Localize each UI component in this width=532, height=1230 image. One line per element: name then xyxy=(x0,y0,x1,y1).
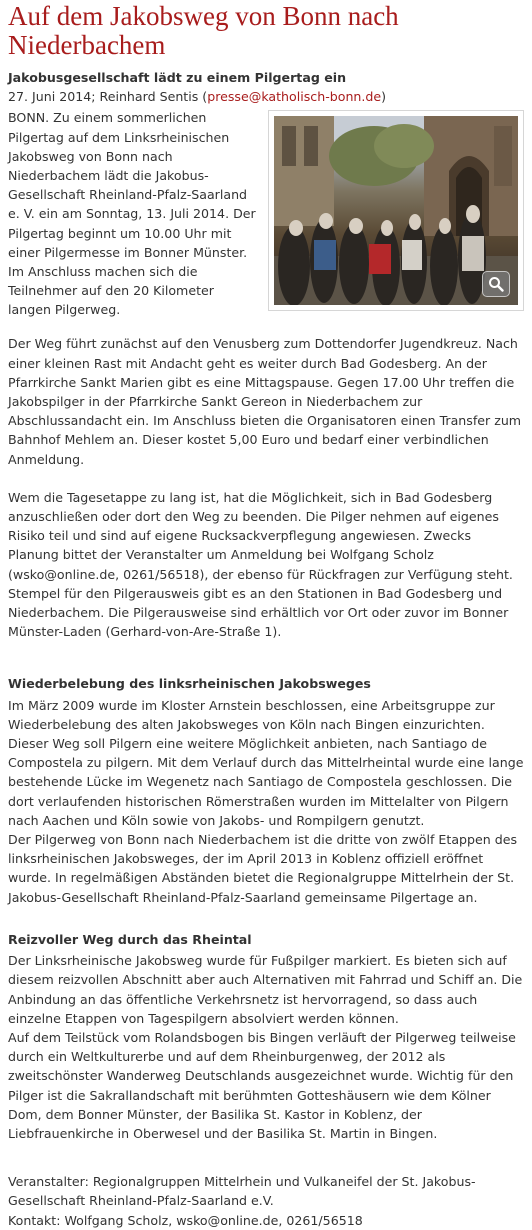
paragraph-sacred-landscape: Auf dem Teilstück vom Rolandsbogen bis Bingen verläuft der Pilgerweg teilweise durch ein Weltkulturerbe und auf dem Rheinburgenweg, der 2012 als zweitschönster Wanderweg Deutschlands ausgezeichnet wurde. Wichtig für den Pilger ist die Sakrallandschaft mit berühmten Gotteshäusern wie dem Kölner Dom, dem Bonner Münster, der Basilika St. Kastor in Koblenz, der Liebfrauenkirche in Oberwesel und der Basilika St. Martin in Bingen. xyxy=(8,1029,516,1141)
article-image[interactable] xyxy=(268,110,524,311)
intro-paragraph: BONN. Zu einem sommerlichen Pilgertag auf dem Linksrheinischen Jakobsweg von Bonn nach Niederbachem lädt die Jakobus-Gesellschaft Rheinland-Pfalz-Saarland e. V. ein am Sonntag, 13. Juli 2014. Der Pilgertag beginnt um 10.00 Uhr mit einer Pilgermesse im Bonner Münster. Im Anschluss machen sich die Teilnehmer auf den 20 Kilometer langen Pilgerweg. xyxy=(8,110,256,318)
article-meta xyxy=(8,87,524,106)
paragraph-registration: Wem die Tagesetappe zu lang ist, hat die Möglichkeit, sich in Bad Godesberg anzuschließen oder dort den Weg zu beenden. Die Pilger nehmen auf eigenes Risiko teil und sind auf eigene Rucksackverpflegung angewiesen. Zwecks Planung bittet der Veranstalter um Anmeldung bei Wolfgang Scholz (wsko@online.de, 0261/56518), der ebenso für Rückfragen zur Verfügung steht. Stempel für den Pilgerausweis gibt es an den Stationen in Bad Godesberg und Niederbachem. Die Pilgerausweise sind erhältlich vor Ort oder zuvor im Bonner Münster-Laden (Gerhard-von-Are-Straße 1). xyxy=(8,489,513,640)
meta-close-paren: ) xyxy=(381,89,387,105)
article-subtitle: Jakobusgesellschaft lädt zu einem Pilgertag ein xyxy=(8,70,347,85)
zoom-button[interactable] xyxy=(482,271,510,297)
heading-rheintal: Reizvoller Weg durch das Rheintal xyxy=(8,931,252,947)
paragraph-history: Im März 2009 wurde im Kloster Arnstein beschlossen, eine Arbeitsgruppe zur Wiederbelebung des alten Jakobsweges von Köln nach Bingen einzurichten. Dieser Weg soll Pilgern eine weitere Möglichkeit anbieten, nach Santiago de Compostela zu pilgern. Mit dem Verlauf durch das Mittelrheintal wurde eine lange bestehende Lücke im Wegenetz nach Santiago de Compostela geschlossen. Die dort verlaufenden historischen Römerstraßen wurden im Mittelalter von Pilgern nach Aachen und Köln sowie von Jakobs- und Rompilgern genutzt. xyxy=(8,697,524,828)
heading-wiederbelebung: Wiederbelebung des linksrheinischen Jakobsweges xyxy=(8,676,371,692)
footer-contact: Kontakt: Wolfgang Scholz, wsko@online.de, 0261/56518 xyxy=(8,1212,363,1228)
footer-organizer: Veranstalter: Regionalgruppen Mittelrhein und Vulkaneifel der St. Jakobus-Gesellschaft Rheinland-Pfalz-Saarland e.V. xyxy=(8,1174,476,1209)
press-email-link[interactable]: presse@katholisch-bonn.de xyxy=(207,89,382,105)
page-title: Auf dem Jakobsweg von Bonn nach Niederbachem xyxy=(8,1,399,60)
pilgrims-photo[interactable] xyxy=(274,116,518,305)
meta-date-author: 27. Juni 2014; Reinhard Sentis ( xyxy=(8,89,208,105)
intro-section xyxy=(8,108,524,321)
paragraph-marking: Der Linksrheinische Jakobsweg wurde für Fußpilger markiert. Es bieten sich auf diesem reizvollen Abschnitt aber auch Alternativen mit Fahrrad und Schiff an. Die Anbindung an das öffentliche Verkehrsnetz ist hervorragend, so dass auch einzelne Etappen von Tagespilgern absolviert werden können. xyxy=(8,953,523,1026)
paragraph-stage: Der Pilgerweg von Bonn nach Niederbachem ist die dritte von zwölf Etappen des linksrheinischen Jakobsweges, der im April 2013 in Koblenz offiziell eröffnet wurde. In regelmäßigen Abständen bietet die Regionalgruppe Mittelrhein der St. Jakobus-Gesellschaft Rheinland-Pfalz-Saarland gemeinsame Pilgertage an. xyxy=(8,832,518,905)
magnifier-icon xyxy=(488,276,504,292)
paragraph-route: Der Weg führt zunächst auf den Venusberg zum Dottendorfer Jugendkreuz. Nach einer kleinen Rast mit Andacht geht es weiter durch Bad Godesberg. An der Pfarrkirche Sankt Marien gibt es eine Mittagspause. Gegen 17.00 Uhr treffen die Jakobspilger in der Pfarrkirche Sankt Gereon in Niederbachem zur Abschlussandacht ein. Im Anschluss bieten die Organisatoren einen Transfer zum Bahnhof Mehlem an. Dieser kostet 5,00 Euro und bedarf einer verbindlichen Anmeldung. xyxy=(8,336,522,467)
